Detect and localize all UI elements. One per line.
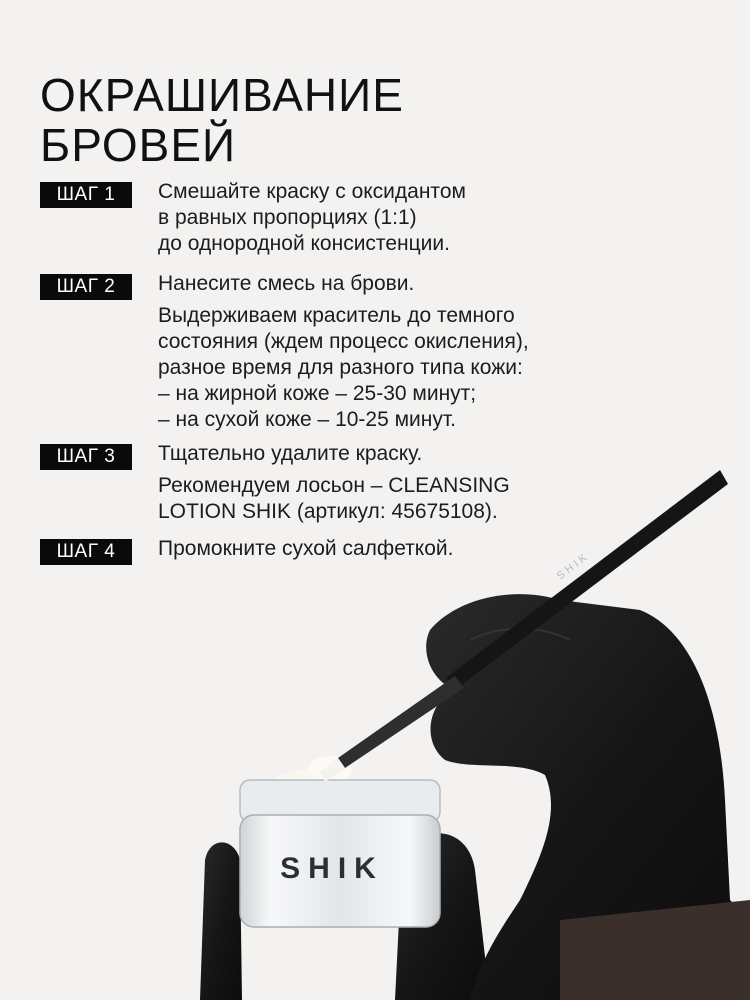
cream-jar xyxy=(240,756,440,927)
step-line: разное время для разного типа кожи: xyxy=(158,356,523,379)
step-badge: ШАГ 1 xyxy=(40,182,132,208)
step-badge: ШАГ 4 xyxy=(40,539,132,565)
step-line: состояния (ждем процесс окисления), xyxy=(158,330,529,353)
page-title xyxy=(40,70,404,170)
step-line: Промокните сухой салфеткой. xyxy=(158,537,454,560)
step-text xyxy=(158,536,598,562)
step-text xyxy=(158,441,598,525)
step-line: Смешайте краску с оксидантом xyxy=(158,180,466,203)
step-line: – на жирной коже – 25-30 минут; xyxy=(158,382,477,405)
step-text xyxy=(158,179,598,257)
step-text xyxy=(158,271,598,433)
step-line: LOTION SHIK (артикул: 45675108). xyxy=(158,500,498,523)
step-badge: ШАГ 3 xyxy=(40,444,132,470)
step-line: до однородной консистенции. xyxy=(158,232,450,255)
step-badge: ШАГ 2 xyxy=(40,274,132,300)
jar-brand-label: SHIK xyxy=(280,852,384,885)
step-line: Тщательно удалите краску. xyxy=(158,442,423,465)
title-line-2: БРОВЕЙ xyxy=(40,119,237,171)
brush-brand-label: SHIK xyxy=(554,550,592,583)
step-line: Нанесите смесь на брови. xyxy=(158,272,415,295)
step-line: в равных пропорциях (1:1) xyxy=(158,206,417,229)
step-line: – на сухой коже – 10-25 минут. xyxy=(158,408,457,431)
title-line-1: ОКРАШИВАНИЕ xyxy=(40,69,404,121)
step-line: Рекомендуем лосьон – CLEANSING xyxy=(158,474,510,497)
step-line: Выдерживаем краситель до темного xyxy=(158,304,515,327)
